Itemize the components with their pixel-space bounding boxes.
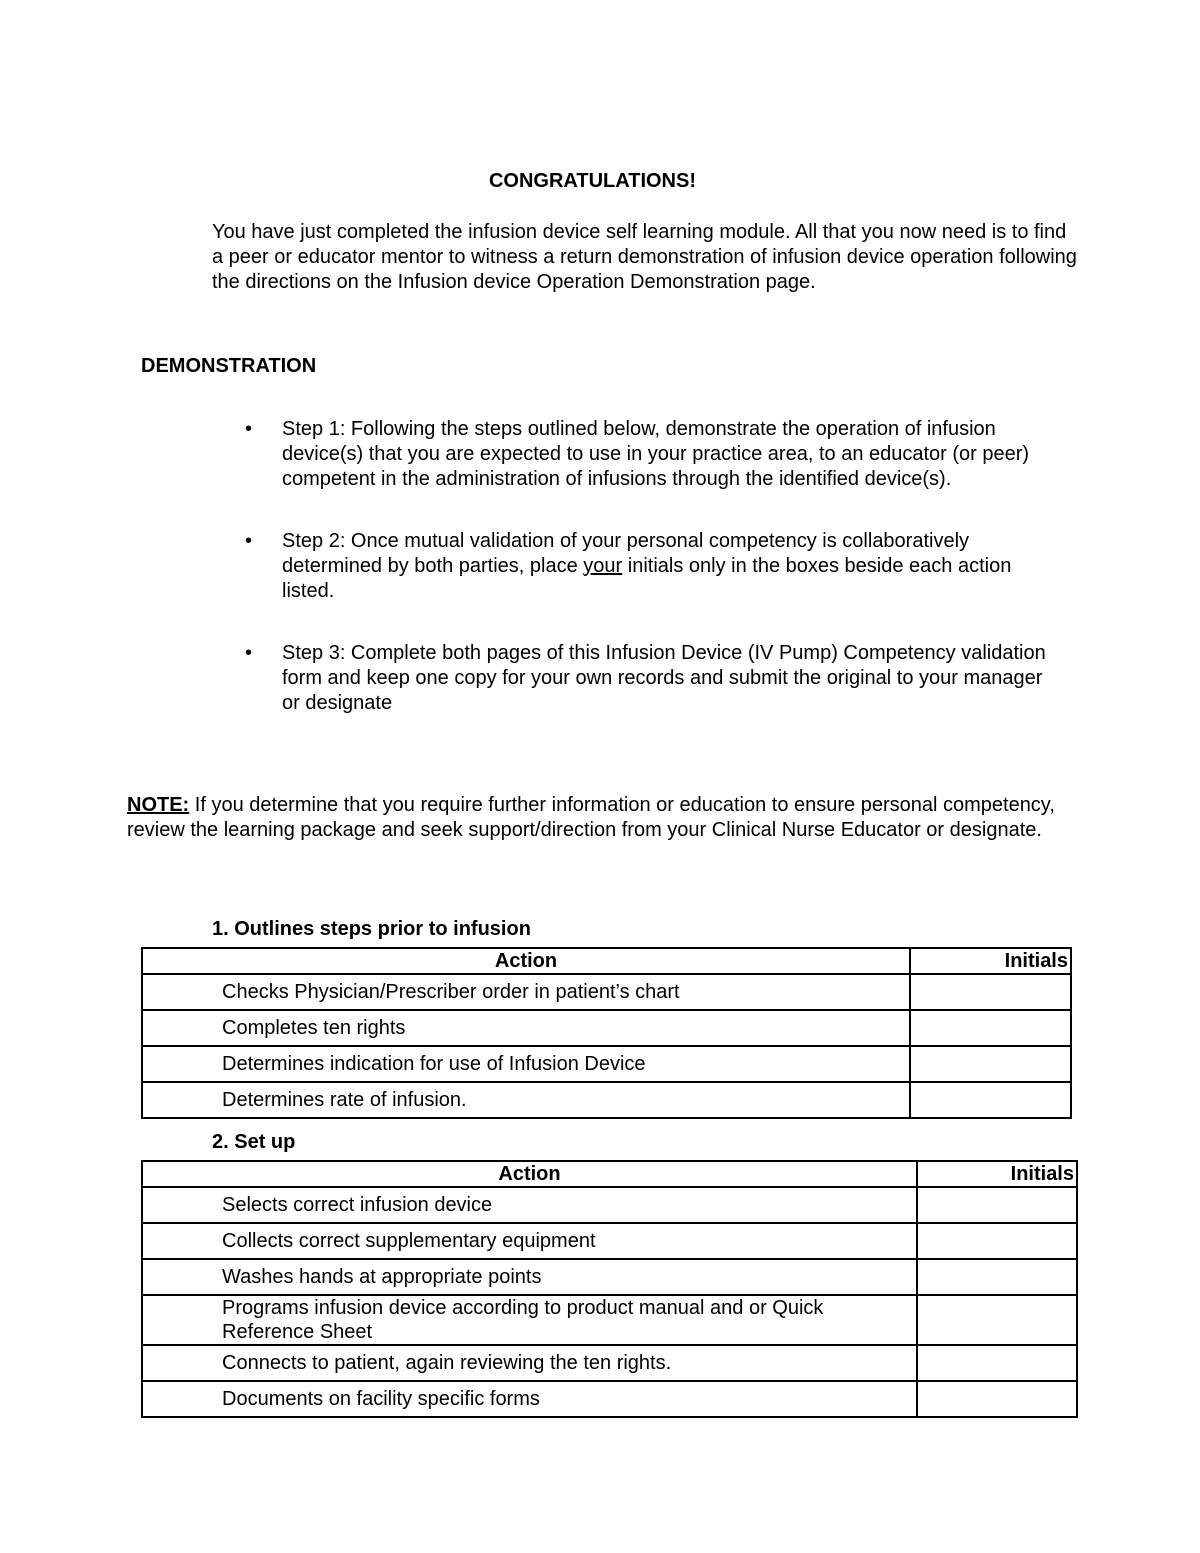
initials-cell[interactable] — [917, 1187, 1077, 1223]
initials-cell[interactable] — [910, 1082, 1071, 1118]
step-1-text: Step 1: Following the steps outlined below, demonstrate the operation of infusion device(s) that you are expected to use in your practice area, to an educator (or peer) competent in the administration of infusions through the identified device(s). — [282, 418, 1030, 490]
initials-column-header: Initials — [917, 1161, 1077, 1187]
table-row — [142, 974, 1071, 1010]
section-1-heading: 1. Outlines steps prior to infusion — [212, 918, 531, 940]
table-row — [142, 1345, 1077, 1381]
step-2-underlined-word: your — [583, 555, 623, 577]
demonstration-heading: DEMONSTRATION — [141, 355, 317, 377]
initials-cell[interactable] — [917, 1259, 1077, 1295]
note-text: If you determine that you require further information or education to ensure personal competency, review the learning package and seek support/direction from your Clinical Nurse Educator or designate. — [127, 794, 1055, 841]
table-row — [142, 1046, 1071, 1082]
action-cell: Checks Physician/Prescriber order in patient’s chart — [142, 974, 910, 1010]
section-2-heading: 2. Set up — [212, 1131, 296, 1153]
action-cell: Completes ten rights — [142, 1010, 910, 1046]
action-column-header: Action — [142, 1161, 917, 1187]
step-2 — [245, 529, 1065, 604]
table-row — [142, 1187, 1077, 1223]
table-row — [142, 1259, 1077, 1295]
table-row — [142, 1010, 1071, 1046]
step-1 — [245, 417, 1065, 492]
initials-cell[interactable] — [917, 1345, 1077, 1381]
initials-cell[interactable] — [917, 1295, 1077, 1345]
action-cell: Washes hands at appropriate points — [142, 1259, 917, 1295]
bullet-icon: • — [245, 642, 253, 664]
bullet-icon: • — [245, 530, 253, 552]
page-title: CONGRATULATIONS! — [488, 170, 696, 192]
table-row — [142, 1223, 1077, 1259]
step-2-text-after: initials only in the boxes beside each action listed. — [282, 555, 1012, 602]
table-row — [142, 1295, 1077, 1345]
intro-paragraph: You have just completed the infusion device self learning module. All that you now need is to find a peer or educator mentor to witness a return demonstration of infusion device operation following the directions on the Infusion device Operation Demonstration page. — [212, 221, 1077, 293]
action-column-header: Action — [142, 948, 910, 974]
step-2-text-before: Step 2: Once mutual validation of your personal competency is collaboratively determined by both parties, place — [282, 530, 970, 577]
initials-cell[interactable] — [917, 1223, 1077, 1259]
section-1-table — [141, 947, 1072, 1119]
steps-list — [245, 417, 1065, 716]
action-cell: Collects correct supplementary equipment — [142, 1223, 917, 1259]
table-header-row — [142, 948, 1071, 974]
initials-column-header: Initials — [910, 948, 1071, 974]
section-2-table — [141, 1160, 1078, 1418]
step-3 — [245, 641, 1065, 716]
table-row — [142, 1082, 1071, 1118]
initials-cell[interactable] — [910, 1010, 1071, 1046]
action-cell: Programs infusion device according to product manual and or Quick Reference Sheet — [142, 1295, 917, 1345]
table-row — [142, 1381, 1077, 1417]
action-cell: Determines rate of infusion. — [142, 1082, 910, 1118]
initials-cell[interactable] — [917, 1381, 1077, 1417]
bullet-icon: • — [245, 418, 253, 440]
action-cell: Documents on facility specific forms — [142, 1381, 917, 1417]
initials-cell[interactable] — [910, 1046, 1071, 1082]
note-label: NOTE: — [127, 794, 190, 816]
action-cell: Connects to patient, again reviewing the ten rights. — [142, 1345, 917, 1381]
initials-cell[interactable] — [910, 974, 1071, 1010]
note-paragraph — [127, 793, 1057, 843]
action-cell: Determines indication for use of Infusion Device — [142, 1046, 910, 1082]
action-cell: Selects correct infusion device — [142, 1187, 917, 1223]
table-header-row — [142, 1161, 1077, 1187]
step-3-text: Step 3: Complete both pages of this Infusion Device (IV Pump) Competency validation form and keep one copy for your own records and submit the original to your manager or designate — [282, 642, 1046, 714]
